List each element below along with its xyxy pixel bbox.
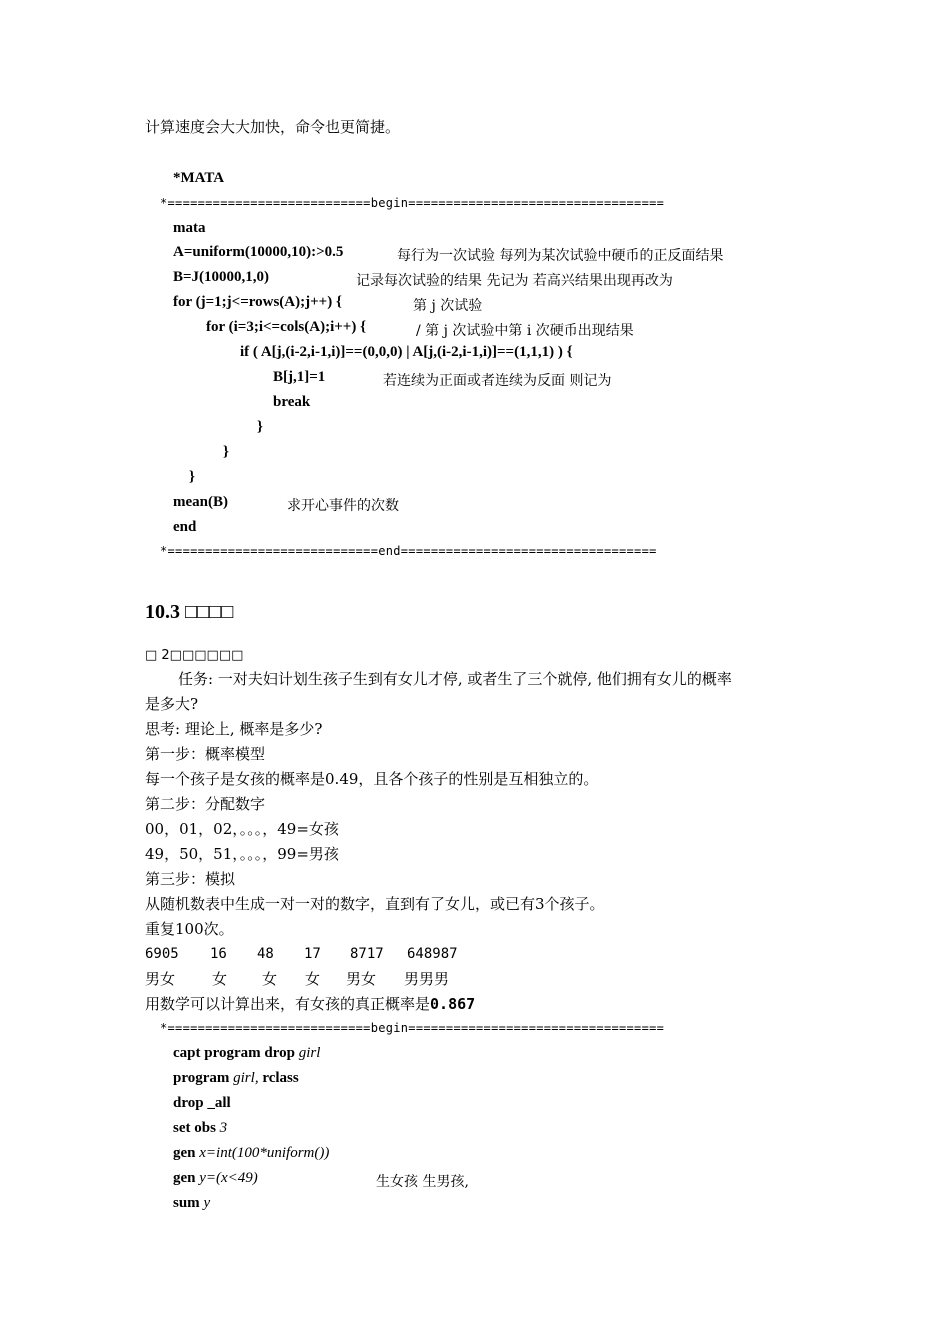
step1-description: 每一个孩子是女孩的概率是0.49，且各个孩子的性别是互相独立的。 — [145, 770, 599, 788]
code-line: B=J(10000,1,0) — [173, 269, 270, 285]
code-line: if ( A[j,(i-2,i-1,i)]==(0,0,0) | A[j,(i-2,i-1,i)]==(1,1,1) ) { — [240, 344, 573, 360]
code-argument: 3 — [219, 1120, 228, 1136]
code-line: mata — [173, 220, 206, 236]
end-separator: *============================end================================== — [160, 544, 657, 558]
sim-result: 男女 — [346, 970, 377, 988]
code-line: } — [189, 469, 195, 485]
code-line: mean(B) — [173, 494, 228, 510]
begin-separator: *===========================begin================================== — [160, 196, 665, 210]
sim-result: 女 — [305, 970, 321, 988]
code-line: end — [173, 519, 197, 535]
code-line: B[j,1]=1 — [273, 369, 326, 385]
sim-result: 女 — [262, 970, 278, 988]
true-prob-text — [145, 997, 475, 1012]
code-command: capt program drop — [173, 1045, 299, 1061]
code-line — [173, 1196, 210, 1211]
code-command: gen — [173, 1145, 200, 1161]
step3-description: 从随机数表中生成一对一对的数字，直到有了女儿，或已有3个孩子。 — [145, 895, 605, 913]
sim-number: 8717 — [350, 946, 384, 962]
code-command: gen — [173, 1170, 200, 1186]
code-comment: / 第 j 次试验中第 i 次硬币出现结果 — [416, 323, 634, 339]
code-line — [173, 1046, 320, 1061]
step1-heading: 第一步：概率模型 — [145, 745, 266, 763]
code-line: A=uniform(10000,10):>0.5 — [173, 244, 344, 260]
code-comment: 第 j 次试验 — [413, 298, 483, 314]
code-comment: 记录每次试验的结果 先记为 若高兴结果出现再改为 — [356, 273, 673, 289]
begin-separator: *===========================begin================================== — [160, 1021, 665, 1035]
intro-text: 计算速度会大大加快，命令也更简捷。 — [145, 118, 401, 136]
code-line: break — [273, 394, 311, 410]
section-heading: 10.3 □□□□ — [145, 601, 234, 623]
sim-number: 16 — [210, 946, 227, 962]
code-argument: girl — [298, 1045, 321, 1061]
sim-number: 48 — [257, 946, 274, 962]
mata-title: *MATA — [173, 170, 225, 186]
assign-girl: 00，01，02，。。。，49=女孩 — [145, 820, 339, 838]
code-line — [173, 1071, 299, 1086]
code-command: set obs — [173, 1120, 220, 1136]
task-text: 任务: 一对夫妇计划生孩子生到有女儿才停, 或者生了三个就停, 他们拥有女儿的概率 — [178, 670, 732, 688]
sim-number: 6905 — [145, 946, 179, 962]
code-comment: 求开心事件的次数 — [287, 498, 399, 514]
code-comment: 生女孩 生男孩, — [376, 1174, 469, 1190]
task-text-cont: 是多大? — [145, 695, 199, 713]
code-line: for (j=1;j<=rows(A);j++) { — [173, 294, 342, 310]
code-command: sum — [173, 1195, 204, 1211]
code-line: drop _all — [173, 1095, 231, 1111]
step2-heading: 第二步：分配数字 — [145, 795, 266, 813]
code-line — [173, 1121, 227, 1136]
code-argument: x=int(100*uniform()) — [199, 1145, 330, 1161]
think-text: 思考: 理论上, 概率是多少? — [145, 720, 323, 738]
code-command: program — [173, 1070, 234, 1086]
code-comment: 若连续为正面或者连续为反面 则记为 — [383, 373, 612, 389]
code-line: } — [257, 419, 263, 435]
true-prob-label: 用数学可以计算出来，有女孩的真正概率是 — [145, 995, 431, 1013]
assign-boy: 49，50，51，。。。，99=男孩 — [145, 845, 339, 863]
sim-result: 女 — [212, 970, 228, 988]
true-prob-value: 0.867 — [430, 995, 476, 1013]
sim-number: 648987 — [407, 946, 458, 962]
code-comment: 每行为一次试验 每列为某次试验中硬币的正反面结果 — [397, 248, 724, 264]
repeat-text: 重复100次。 — [145, 920, 234, 938]
sim-number: 17 — [304, 946, 321, 962]
sim-result: 男女 — [145, 970, 176, 988]
step3-heading: 第三步：模拟 — [145, 870, 236, 888]
code-argument: y — [203, 1195, 211, 1211]
code-option: rclass — [258, 1070, 299, 1086]
code-argument: girl, — [233, 1070, 259, 1086]
sim-result: 男男男 — [404, 970, 450, 988]
code-line: } — [223, 444, 229, 460]
code-line — [173, 1171, 258, 1186]
code-line — [173, 1146, 329, 1161]
code-line: for (i=3;i<=cols(A);i++) { — [206, 319, 366, 335]
code-argument: y=(x<49) — [199, 1170, 258, 1186]
example-label: □ 2□□□□□□ — [145, 648, 244, 663]
